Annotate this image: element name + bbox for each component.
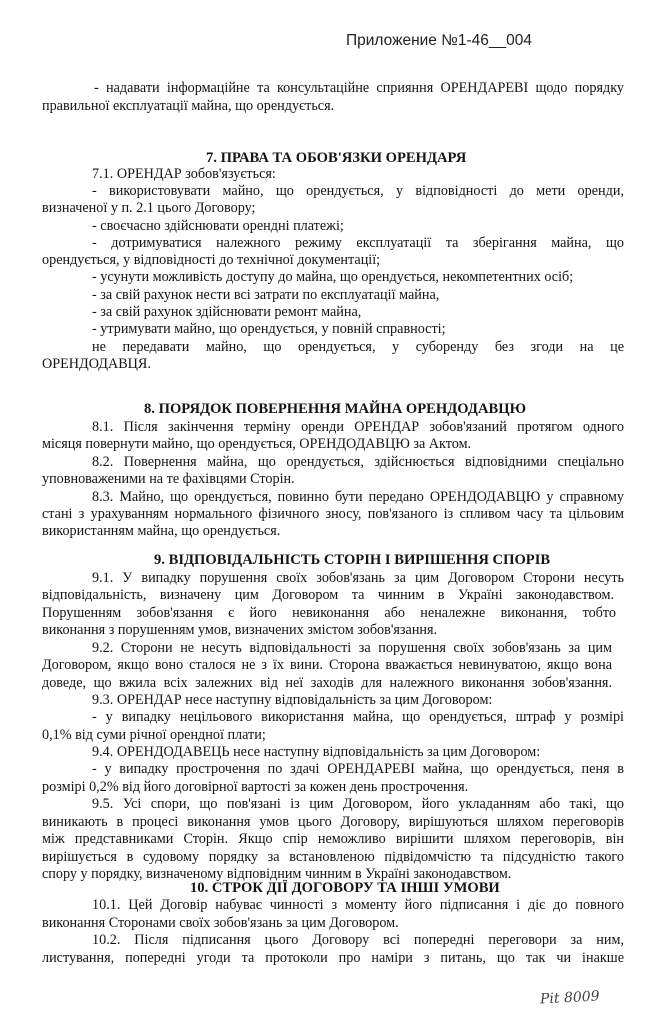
text-line: спору у порядку, визначеному відповідним чинним в Україні законодавством. bbox=[42, 866, 512, 882]
text-line: 9.5. Усі спори, що пов'язані із цим Договором, його укладанням або такі, що bbox=[92, 796, 624, 812]
text-line: 9.1. У випадку порушення своїх зобов'язань за цим Договором Сторони несуть bbox=[92, 570, 624, 586]
section-heading: 10. СТРОК ДІЇ ДОГОВОРУ ТА ІНШІ УМОВИ bbox=[190, 880, 500, 896]
text-line: ОРЕНДОДАВЦЯ. bbox=[42, 356, 151, 372]
text-line: доведе, що вжила всіх залежних від неї заходів для належного виконання зобов'язання. bbox=[42, 675, 612, 691]
text-line: 9.2. Сторони не несуть відповідальності за порушення своїх зобов'язань за цим bbox=[92, 640, 612, 656]
text-line: 9.4. ОРЕНДОДАВЕЦЬ несе наступну відповідальність за цим Договором: bbox=[92, 744, 541, 760]
text-line: - у випадку нецільового використання майна, що орендується, штраф у розмірі bbox=[92, 709, 624, 725]
text-line: уповноваженими на те фахівцями Сторін. bbox=[42, 471, 295, 487]
text-line: між представниками Сторін. Якщо спір неможливо вирішити шляхом переговорів, він bbox=[42, 831, 624, 847]
text-line: листування, попередні угоди та протоколи про наміри з питань, що так чи інакше bbox=[42, 950, 624, 966]
text-line: 7.1. ОРЕНДАР зобов'язується: bbox=[92, 166, 276, 182]
text-line: місяця повернути майно, що орендується, ОРЕНДОДАВЦЮ за Актом. bbox=[42, 436, 472, 452]
text-line: відповідальність, визначену цим Договором та чинним в Україні законодавством. bbox=[42, 587, 614, 603]
text-line: 10.1. Цей Договір набуває чинності з моменту його підписання і діє до повного bbox=[92, 897, 624, 913]
text-line: - утримувати майно, що орендується, у повній справності; bbox=[92, 321, 446, 337]
text-line: 9.3. ОРЕНДАР несе наступну відповідальність за цим Договором: bbox=[92, 692, 493, 708]
text-line: 0,1% від суми річної орендної плати; bbox=[42, 727, 266, 743]
text-line: правильної експлуатації майна, що орендується. bbox=[42, 98, 335, 114]
text-line: виникають в процесі виконання умов цього Договору, вирішуються шляхом переговорів bbox=[42, 814, 624, 830]
text-line: стані з урахуванням нормального фізичного зносу, пов'язаного із спливом часу та цільовим bbox=[42, 506, 624, 522]
text-line: виконання Сторонами своїх зобов'язань за цим Договором. bbox=[42, 915, 399, 931]
text-line: визначеної у п. 2.1 цього Договору; bbox=[42, 200, 256, 216]
text-line: не передавати майно, що орендується, у суборенду без згоди на це bbox=[92, 339, 624, 355]
text-line: 10.2. Після підписання цього Договору всі попередні переговори за ним, bbox=[92, 932, 624, 948]
text-line: - надавати інформаційне та консультаційне сприяння ОРЕНДАРЕВІ щодо порядку bbox=[94, 80, 624, 96]
handwritten-initials: Pit 8009 bbox=[539, 988, 600, 1008]
text-line: виконання з порушенням умов, визначених змістом зобов'язання. bbox=[42, 622, 438, 638]
text-line: - дотримуватися належного режиму експлуатації та зберігання майна, що bbox=[92, 235, 624, 251]
text-line: - у випадку прострочення по здачі ОРЕНДАРЕВІ майна, що орендується, пеня в bbox=[92, 761, 624, 777]
attachment-stamp: Приложение №1-46__004 bbox=[346, 32, 532, 49]
text-line: 8.2. Повернення майна, що орендується, здійснюється відповідними спеціально bbox=[92, 454, 624, 470]
text-line: вирішується в судовому порядку за встановленою підвідомчістю та підсудністю такого bbox=[42, 849, 624, 865]
text-line: - використовувати майно, що орендується, у відповідності до мети оренди, bbox=[92, 183, 624, 199]
text-line: розмірі 0,2% від його договірної вартості за кожен день прострочення. bbox=[42, 779, 469, 795]
text-line: - усунути можливість доступу до майна, що орендується, некомпетентних осіб; bbox=[92, 269, 574, 285]
text-line: - за свій рахунок здійснювати ремонт майна, bbox=[92, 304, 362, 320]
text-line: використанням майна, що орендується. bbox=[42, 523, 281, 539]
section-heading: 8. ПОРЯДОК ПОВЕРНЕННЯ МАЙНА ОРЕНДОДАВЦЮ bbox=[144, 401, 527, 417]
text-line: 8.3. Майно, що орендується, повинно бути передано ОРЕНДОДАВЦЮ у справному bbox=[92, 489, 624, 505]
text-line: 8.1. Після закінчення терміну оренди ОРЕНДАР зобов'язаний протягом одного bbox=[92, 419, 624, 435]
text-line: орендується, у відповідності до технічної документації; bbox=[42, 252, 381, 268]
section-heading: 7. ПРАВА ТА ОБОВ'ЯЗКИ ОРЕНДАРЯ bbox=[206, 150, 467, 166]
text-line: Порушенням зобов'язання є його невиконання або неналежне виконання, тобто bbox=[42, 605, 616, 621]
text-line: Договором, якщо воно сталося не з їх вини. Сторона вважається невинуватою, якщо вона bbox=[42, 657, 612, 673]
section-heading: 9. ВІДПОВІДАЛЬНІСТЬ СТОРІН І ВИРІШЕННЯ СПОРІВ bbox=[154, 552, 551, 568]
text-line: - своєчасно здійснювати орендні платежі; bbox=[92, 218, 344, 234]
text-line: - за свій рахунок нести всі затрати по експлуатації майна, bbox=[92, 287, 440, 303]
